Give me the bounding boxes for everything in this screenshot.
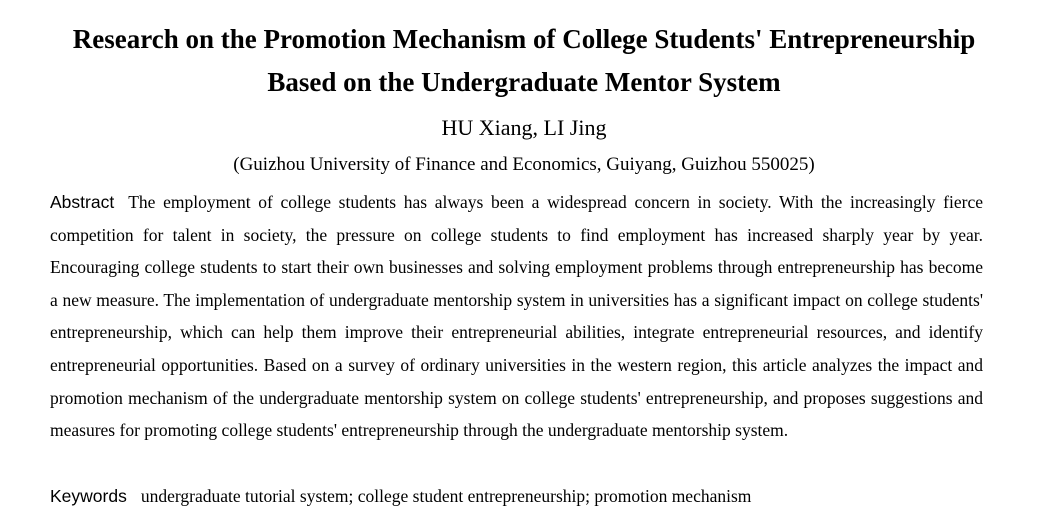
paper-affiliation: (Guizhou University of Finance and Economics, Guiyang, Guizhou 550025) (233, 154, 815, 175)
keywords-paragraph (50, 481, 983, 511)
paper-title-line-2: Based on the Undergraduate Mentor System (267, 67, 781, 97)
abstract-label: Abstract (50, 192, 115, 212)
paper-title (0, 18, 1048, 104)
abstract-text: The employment of college students has always been a widespread concern in society. With the increasingly fierce competition for talent in society, the pressure on college students to find employment has increased sharply year by year. Encouraging college students to start their own businesses and solving employment problems through entrepreneurship has become a new measure. The implementation of undergraduate mentorship system in universities has a significant impact on college students' entrepreneurship, which can help them improve their entrepreneurial abilities, integrate entrepreneurial resources, and identify entrepreneurial opportunities. Based on a survey of ordinary universities in the western region, this article analyzes the impact and promotion mechanism of the undergraduate mentorship system on college students' entrepreneurship, and proposes suggestions and measures for promoting college students' entrepreneurship through the undergraduate mentorship system. (50, 192, 983, 441)
keywords-label: Keywords (50, 486, 127, 506)
paper-authors: HU Xiang, LI Jing (441, 115, 607, 140)
paper-title-line-1: Research on the Promotion Mechanism of College Students' Entrepreneurship (72, 24, 976, 54)
abstract-paragraph (50, 186, 983, 447)
keywords-text: undergraduate tutorial system; college student entrepreneurship; promotion mechanism (140, 486, 752, 506)
